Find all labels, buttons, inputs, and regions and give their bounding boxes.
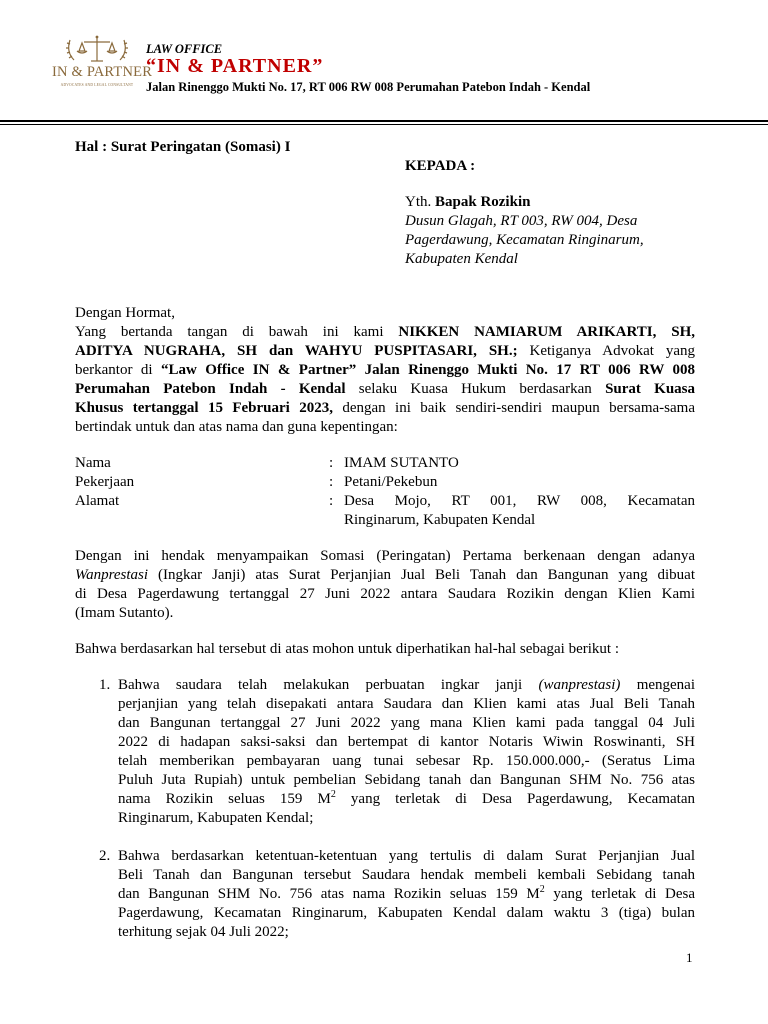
intro-line: Khusus tertanggal 15 Februari 2023, dengan ini baik sendiri-sendiri maupun bersama-sama xyxy=(75,400,695,416)
scales-of-justice-icon xyxy=(52,34,142,64)
list-item-line: Puluh Juta Rupiah) untuk pembelian Sebidang tanah dan Bangunan SHM No. 756 atas xyxy=(118,772,695,788)
list-item-line: dan Bangunan SHM No. 756 atas nama Rozikin seluas 159 $M^2$ yang terletak di Desa xyxy=(118,884,695,902)
header-rule-thin xyxy=(0,124,768,125)
office-name: “IN & PARTNER” xyxy=(146,55,324,77)
client-colon: : xyxy=(329,493,334,509)
body-line: Dengan ini hendak menyampaikan Somasi (Peringatan) Pertama berkenaan dengan adanya xyxy=(75,548,695,564)
client-value: Petani/Pekebun xyxy=(344,474,438,490)
recipient-address-line: Pagerdawung, Kecamatan Ringinarum, xyxy=(405,232,644,248)
client-label: Pekerjaan xyxy=(75,474,135,490)
list-item-line: telah memberikan pembayaran uang tunai sebesar Rp. 150.000.000,- (Seratus Lima xyxy=(118,753,695,769)
firm-logo xyxy=(52,34,153,102)
client-label: Nama xyxy=(75,455,111,471)
client-colon: : xyxy=(329,455,334,471)
logo-subtitle: ADVOCATES AND LEGAL CONSULTANT xyxy=(60,83,134,87)
list-number: 1. xyxy=(99,677,111,693)
logo-title: IN & PARTNER xyxy=(52,64,153,80)
recipient-heading: KEPADA : xyxy=(405,158,476,174)
header-rule-thick xyxy=(0,120,768,122)
body-line: di Desa Pagerdawung tertanggal 27 Juni 2022 antara Saudara Rozikin dengan Klien Kami xyxy=(75,586,695,602)
intro-line: ADITYA NUGRAHA, SH dan WAHYU PUSPITASARI, SH.; Ketiganya Advokat yang xyxy=(75,343,695,359)
recipient-name-line: Yth. Bapak Rozikin xyxy=(405,194,531,210)
recipient-address-line: Kabupaten Kendal xyxy=(405,251,518,267)
intro-line: Perumahan Patebon Indah - Kendal selaku Kuasa Hukum berdasarkan Surat Kuasa xyxy=(75,381,695,397)
intro-line: bertindak untuk dan atas nama dan guna kepentingan: xyxy=(75,419,398,435)
list-item-line: 2022 di hadapan saksi-saksi dan bertempat di kantor Notaris Wiwin Roswinanti, SH xyxy=(118,734,695,750)
letter-subject: Hal : Surat Peringatan (Somasi) I xyxy=(75,139,291,155)
list-item-line: Bahwa berdasarkan ketentuan-ketentuan yang tertulis di dalam Surat Perjanjian Jual xyxy=(118,848,695,864)
client-label: Alamat xyxy=(75,493,120,509)
body-line: (Imam Sutanto). xyxy=(75,605,174,621)
list-item-line: Bahwa saudara telah melakukan perbuatan ingkar janji (wanprestasi) mengenai xyxy=(118,677,696,693)
client-colon: : xyxy=(329,474,334,490)
list-number: 2. xyxy=(99,848,111,864)
list-item-line: dan Bangunan tertanggal 27 Juni 2022 yang mana Klien kami pada tanggal 04 Juli xyxy=(118,715,695,731)
list-item-line: terhitung sejak 04 Juli 2022; xyxy=(118,924,289,940)
body-line: Wanprestasi (Ingkar Janji) atas Surat Perjanjian Jual Beli Tanah dan Bangunan yang dibuat xyxy=(75,567,695,583)
page-number: 1 xyxy=(686,950,693,965)
greeting: Dengan Hormat, xyxy=(75,305,175,321)
office-label: LAW OFFICE xyxy=(146,42,223,56)
client-value: IMAM SUTANTO xyxy=(344,455,459,471)
list-item-line: nama Rozikin seluas 159 $M^2$ yang terletak di Desa Pagerdawung, Kecamatan xyxy=(118,789,695,807)
client-value: Desa Mojo, RT 001, RW 008, Kecamatan xyxy=(344,493,695,509)
list-item-line: Ringinarum, Kabupaten Kendal; xyxy=(118,810,314,826)
body-line: Bahwa berdasarkan hal tersebut di atas mohon untuk diperhatikan hal-hal sebagai berikut : xyxy=(75,641,619,657)
list-item-line: Pagerdawung, Kecamatan Ringinarum, Kabupaten Kendal dalam waktu 3 (tiga) bulan xyxy=(118,905,695,921)
client-value: Ringinarum, Kabupaten Kendal xyxy=(344,512,536,528)
list-item-line: Beli Tanah dan Bangunan tersebut Saudara hendak membeli kembali Sebidang tanah xyxy=(118,867,695,883)
office-address: Jalan Rinenggo Mukti No. 17, RT 006 RW 008 Perumahan Patebon Indah - Kendal xyxy=(146,80,591,94)
list-item-line: perjanjian yang telah disepakati antara Saudara dan Klien kami atas Jual Beli Tanah xyxy=(118,696,695,712)
intro-line: berkantor di “Law Office IN & Partner” Jalan Rinenggo Mukti No. 17 RT 006 RW 008 xyxy=(75,362,696,378)
recipient-address-line: Dusun Glagah, RT 003, RW 004, Desa xyxy=(405,213,638,229)
intro-line: Yang bertanda tangan di bawah ini kami NIKKEN NAMIARUM ARIKARTI, SH, xyxy=(75,324,695,340)
